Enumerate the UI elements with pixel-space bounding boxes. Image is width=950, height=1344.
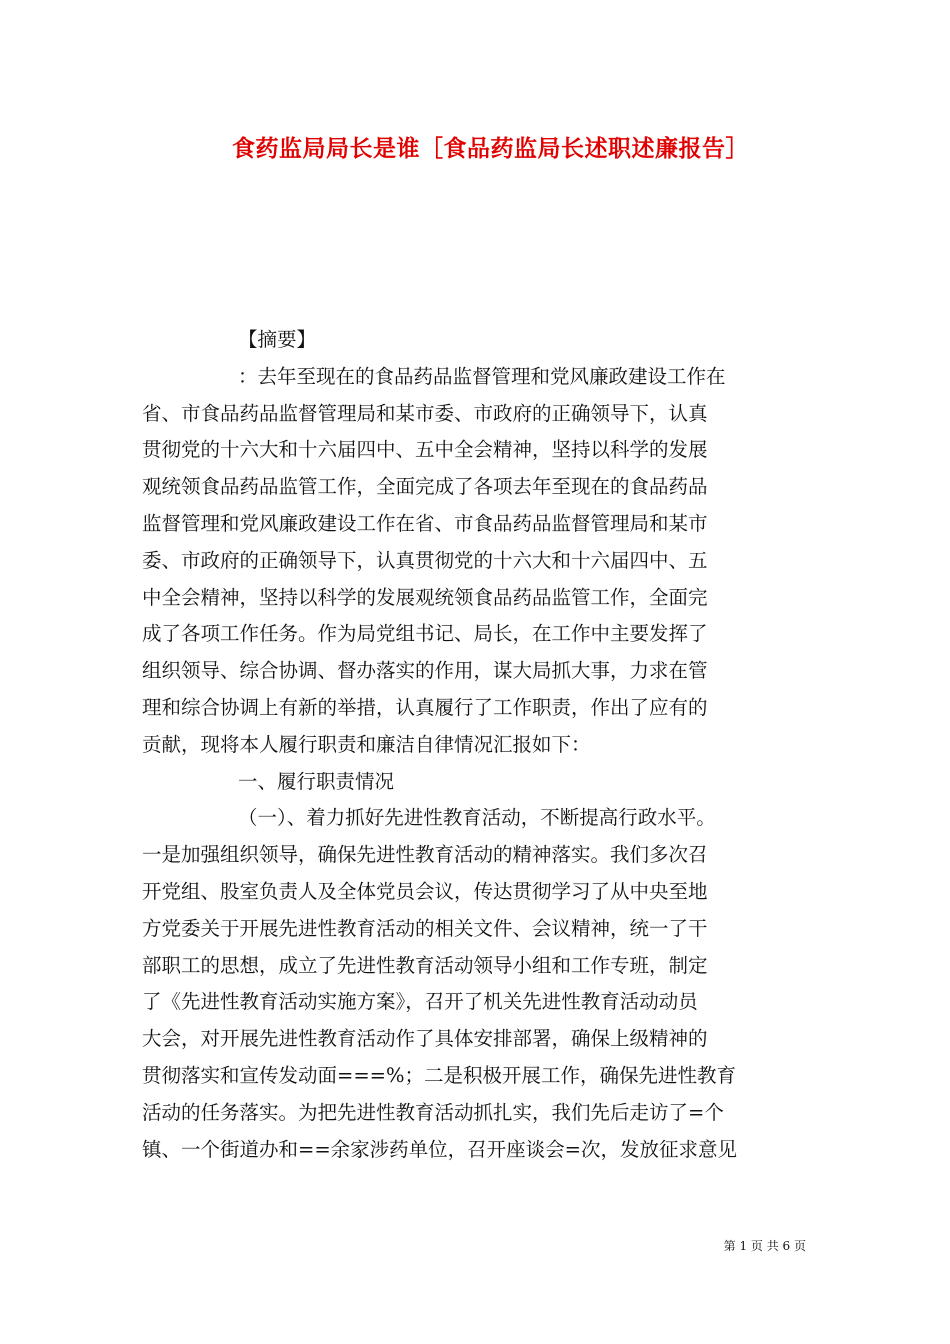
- document-body: [142, 322, 808, 1168]
- paragraph-line: 监督管理和党风廉政建设工作在省、市食品药品监督管理局和某市: [142, 511, 708, 535]
- paragraph-line: 组织领导、综合协调、督办落实的作用，谋大局抓大事，力求在管: [142, 659, 708, 683]
- abstract-heading: 【摘要】: [238, 328, 317, 351]
- paragraph-line: 贯彻党的十六大和十六届四中、五中全会精神，坚持以科学的发展: [142, 438, 708, 462]
- paragraph-line: 成了各项工作任务。作为局党组书记、局长，在工作中主要发挥了: [142, 622, 708, 646]
- paragraph-line: 中全会精神，坚持以科学的发展观统领食品药品监管工作，全面完: [142, 585, 708, 609]
- page-number-footer: 第 1 页 共 6 页: [723, 1239, 806, 1253]
- paragraph-line: 部职工的思想，成立了先进性教育活动领导小组和工作专班，制定: [142, 953, 708, 977]
- paragraph-line: 理和综合协调上有新的举措，认真履行了工作职责，作出了应有的: [142, 695, 708, 719]
- subsection-heading: （一）、着力抓好先进性教育活动，不断提高行政水平。: [238, 806, 716, 830]
- paragraph-line: 贡献，现将本人履行职责和廉洁自律情况汇报如下：: [142, 732, 591, 756]
- paragraph-line: 了《先进性教育活动实施方案》，召开了机关先进性教育活动动员: [142, 990, 698, 1014]
- paragraph-line: 大会，对开展先进性教育活动作了具体安排部署，确保上级精神的: [142, 1027, 708, 1051]
- paragraph-line: 活动的任务落实。为把先进性教育活动抓扎实，我们先后走访了=个: [142, 1100, 724, 1124]
- paragraph-line: 方党委关于开展先进性教育活动的相关文件、会议精神，统一了干: [142, 916, 708, 940]
- document-title: 食药监局局长是谁［食品药监局长述职述廉报告］: [232, 135, 749, 162]
- paragraph-line: 一是加强组织领导，确保先进性教育活动的精神落实。我们多次召: [142, 843, 708, 867]
- paragraph-line: 开党组、股室负责人及全体党员会议，传达贯彻学习了从中央至地: [142, 879, 708, 903]
- paragraph-line: 镇、一个街道办和==余家涉药单位，召开座谈会=次，发放征求意见: [142, 1137, 738, 1161]
- paragraph-line: 省、市食品药品监督管理局和某市委、市政府的正确领导下，认真: [142, 401, 708, 425]
- paragraph-line: ：去年至现在的食品药品监督管理和党风廉政建设工作在: [238, 364, 726, 388]
- section-heading: 一、履行职责情况: [238, 769, 395, 793]
- paragraph-line: 观统领食品药品监管工作，全面完成了各项去年至现在的食品药品: [142, 475, 708, 499]
- paragraph-line: 委、市政府的正确领导下，认真贯彻党的十六大和十六届四中、五: [142, 548, 708, 572]
- paragraph-line: 贯彻落实和宣传发动面===%；二是积极开展工作，确保先进性教育: [142, 1063, 737, 1087]
